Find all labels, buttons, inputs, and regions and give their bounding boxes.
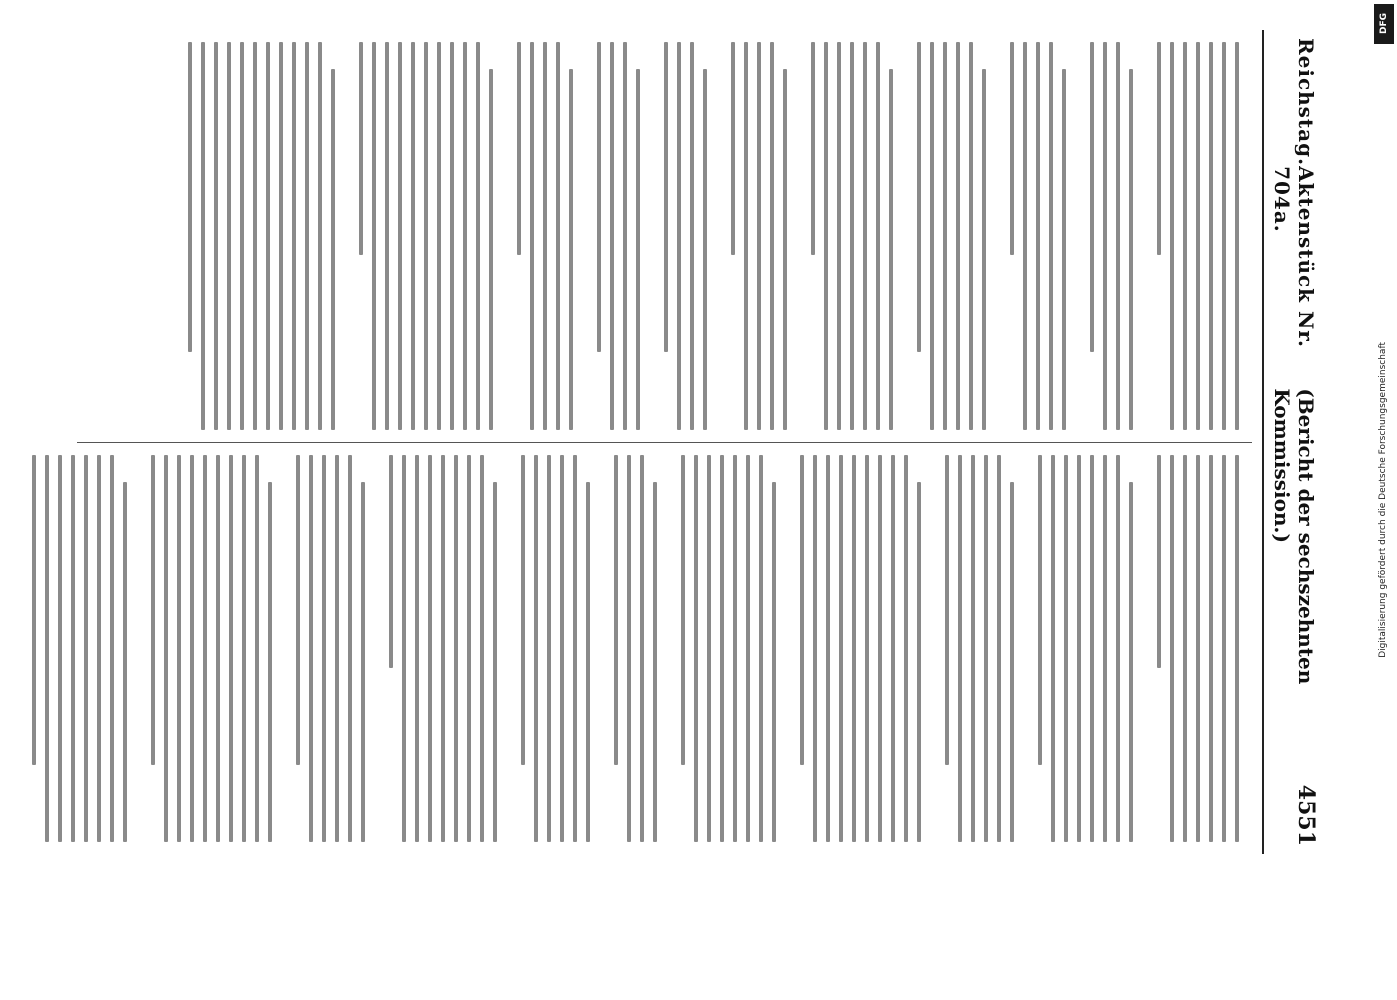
text-columns	[77, 30, 1252, 854]
text-line	[1077, 455, 1081, 843]
paragraph	[142, 455, 281, 843]
text-line	[1183, 42, 1187, 430]
text-line	[463, 42, 467, 430]
header-document-number: Aktenstück Nr. 704a.	[1270, 166, 1318, 348]
text-line	[917, 42, 921, 352]
paragraph	[287, 455, 374, 843]
text-line	[1103, 455, 1107, 843]
text-line	[398, 42, 402, 430]
paragraph	[908, 42, 995, 430]
text-line	[811, 42, 815, 255]
text-line	[956, 42, 960, 430]
text-line	[930, 42, 934, 430]
text-line	[813, 455, 817, 843]
paragraph	[655, 42, 716, 430]
text-line	[703, 69, 707, 429]
text-line	[839, 455, 843, 843]
left-column	[77, 30, 1252, 442]
text-line	[707, 455, 711, 843]
text-line	[467, 455, 471, 843]
text-line	[454, 455, 458, 843]
text-line	[411, 42, 415, 430]
text-line	[322, 455, 326, 843]
text-line	[1010, 42, 1014, 255]
paragraph	[508, 42, 582, 430]
text-line	[1157, 42, 1161, 255]
text-line	[428, 455, 432, 843]
text-line	[1209, 42, 1213, 430]
paragraph	[350, 42, 502, 430]
text-line	[636, 69, 640, 429]
text-line	[32, 455, 36, 765]
text-line	[614, 455, 618, 765]
text-line	[1222, 455, 1226, 843]
paragraph	[1148, 455, 1248, 843]
text-line	[744, 42, 748, 430]
text-line	[640, 455, 644, 843]
paragraph	[179, 42, 344, 430]
text-line	[1196, 42, 1200, 430]
text-line	[318, 42, 322, 430]
text-line	[415, 455, 419, 843]
text-line	[45, 455, 49, 843]
text-line	[530, 42, 534, 430]
text-line	[177, 455, 181, 843]
text-line	[547, 455, 551, 843]
text-line	[190, 455, 194, 843]
text-line	[480, 455, 484, 843]
paragraph	[1001, 42, 1075, 430]
text-line	[84, 455, 88, 843]
paragraph	[605, 455, 666, 843]
text-line	[292, 42, 296, 430]
paragraph	[23, 455, 136, 843]
text-line	[268, 482, 272, 842]
text-line	[437, 42, 441, 430]
text-line	[71, 455, 75, 843]
text-line	[1129, 69, 1133, 429]
text-line	[242, 455, 246, 843]
text-line	[201, 42, 205, 430]
text-line	[1196, 455, 1200, 843]
text-line	[253, 42, 257, 430]
text-line	[623, 42, 627, 430]
text-line	[800, 455, 804, 765]
text-line	[305, 42, 309, 430]
text-line	[1038, 455, 1042, 765]
text-line	[1209, 455, 1213, 843]
text-line	[188, 42, 192, 352]
text-line	[229, 455, 233, 843]
paragraph	[588, 42, 649, 430]
text-line	[450, 42, 454, 430]
text-line	[694, 455, 698, 843]
text-line	[424, 42, 428, 430]
text-line	[627, 455, 631, 843]
paragraph	[936, 455, 1023, 843]
text-line	[770, 42, 774, 430]
text-line	[1090, 42, 1094, 352]
text-line	[569, 69, 573, 429]
paragraph	[722, 42, 796, 430]
text-line	[560, 455, 564, 843]
text-line	[1023, 42, 1027, 430]
text-line	[1170, 42, 1174, 430]
text-line	[517, 42, 521, 255]
paragraph	[672, 455, 785, 843]
text-line	[690, 42, 694, 430]
page-number: 4551	[1293, 784, 1319, 846]
text-line	[214, 42, 218, 430]
paragraph	[1029, 455, 1142, 843]
side-notice	[1375, 0, 1391, 1000]
text-line	[610, 42, 614, 430]
text-line	[597, 42, 601, 352]
text-line	[521, 455, 525, 765]
paragraph	[791, 455, 930, 843]
text-line	[1170, 455, 1174, 843]
text-line	[1103, 42, 1107, 430]
text-line	[227, 42, 231, 430]
text-line	[850, 42, 854, 430]
text-line	[1235, 455, 1239, 843]
text-line	[543, 42, 547, 430]
text-line	[759, 455, 763, 843]
text-line	[969, 42, 973, 430]
text-line	[984, 455, 988, 843]
text-line	[556, 42, 560, 430]
text-line	[573, 455, 577, 843]
text-line	[335, 455, 339, 843]
text-line	[943, 42, 947, 430]
text-line	[945, 455, 949, 765]
text-line	[865, 455, 869, 843]
paragraph	[1148, 42, 1248, 430]
text-line	[733, 455, 737, 843]
text-line	[824, 42, 828, 430]
text-line	[385, 42, 389, 430]
text-line	[216, 455, 220, 843]
paragraph	[802, 42, 902, 430]
text-line	[489, 69, 493, 429]
text-line	[891, 455, 895, 843]
text-line	[151, 455, 155, 765]
text-line	[441, 455, 445, 843]
text-line	[1116, 42, 1120, 430]
text-line	[331, 69, 335, 429]
text-line	[255, 455, 259, 843]
text-line	[389, 455, 393, 668]
text-line	[876, 42, 880, 430]
text-line	[97, 455, 101, 843]
text-line	[586, 482, 590, 842]
text-line	[348, 455, 352, 843]
text-line	[359, 42, 363, 255]
text-line	[1049, 42, 1053, 430]
text-line	[164, 455, 168, 843]
text-line	[279, 42, 283, 430]
text-line	[878, 455, 882, 843]
text-line	[997, 455, 1001, 843]
text-line	[123, 482, 127, 842]
text-line	[653, 482, 657, 842]
text-line	[402, 455, 406, 843]
text-line	[904, 455, 908, 843]
text-line	[372, 42, 376, 430]
text-line	[863, 42, 867, 430]
text-line	[1116, 455, 1120, 843]
text-line	[664, 42, 668, 352]
text-line	[1090, 455, 1094, 843]
paragraph	[380, 455, 506, 843]
text-line	[746, 455, 750, 843]
text-line	[309, 455, 313, 843]
text-line	[757, 42, 761, 430]
text-line	[493, 482, 497, 842]
text-line	[889, 69, 893, 429]
text-line	[826, 455, 830, 843]
header-subtitle: (Bericht der sechszehnten Kommission.)	[1270, 388, 1318, 685]
text-line	[1222, 42, 1226, 430]
text-line	[1157, 455, 1161, 668]
text-line	[852, 455, 856, 843]
text-line	[681, 455, 685, 765]
text-line	[720, 455, 724, 843]
text-line	[917, 482, 921, 842]
text-line	[1064, 455, 1068, 843]
text-line	[110, 455, 114, 843]
text-line	[1051, 455, 1055, 843]
right-column	[77, 442, 1252, 855]
text-line	[1183, 455, 1187, 843]
text-line	[982, 69, 986, 429]
text-line	[677, 42, 681, 430]
text-line	[476, 42, 480, 430]
text-line	[296, 455, 300, 765]
side-notice-text: Digitalisierung gefördert durch die Deutsche Forschungsgemeinschaft	[1378, 342, 1388, 658]
text-line	[1010, 482, 1014, 842]
text-line	[203, 455, 207, 843]
header-title: Reichstag.	[1294, 38, 1318, 167]
paragraph	[1081, 42, 1142, 430]
text-line	[772, 482, 776, 842]
text-line	[361, 482, 365, 842]
text-line	[266, 42, 270, 430]
text-line	[783, 69, 787, 429]
dfg-logo-text: DFG	[1379, 13, 1389, 35]
text-line	[1129, 482, 1133, 842]
running-header	[1262, 30, 1319, 854]
text-line	[837, 42, 841, 430]
text-line	[731, 42, 735, 255]
text-line	[534, 455, 538, 843]
text-line	[240, 42, 244, 430]
text-line	[1235, 42, 1239, 430]
text-line	[58, 455, 62, 843]
text-line	[971, 455, 975, 843]
text-line	[1062, 69, 1066, 429]
text-line	[958, 455, 962, 843]
text-line	[1036, 42, 1040, 430]
paragraph	[512, 455, 599, 843]
